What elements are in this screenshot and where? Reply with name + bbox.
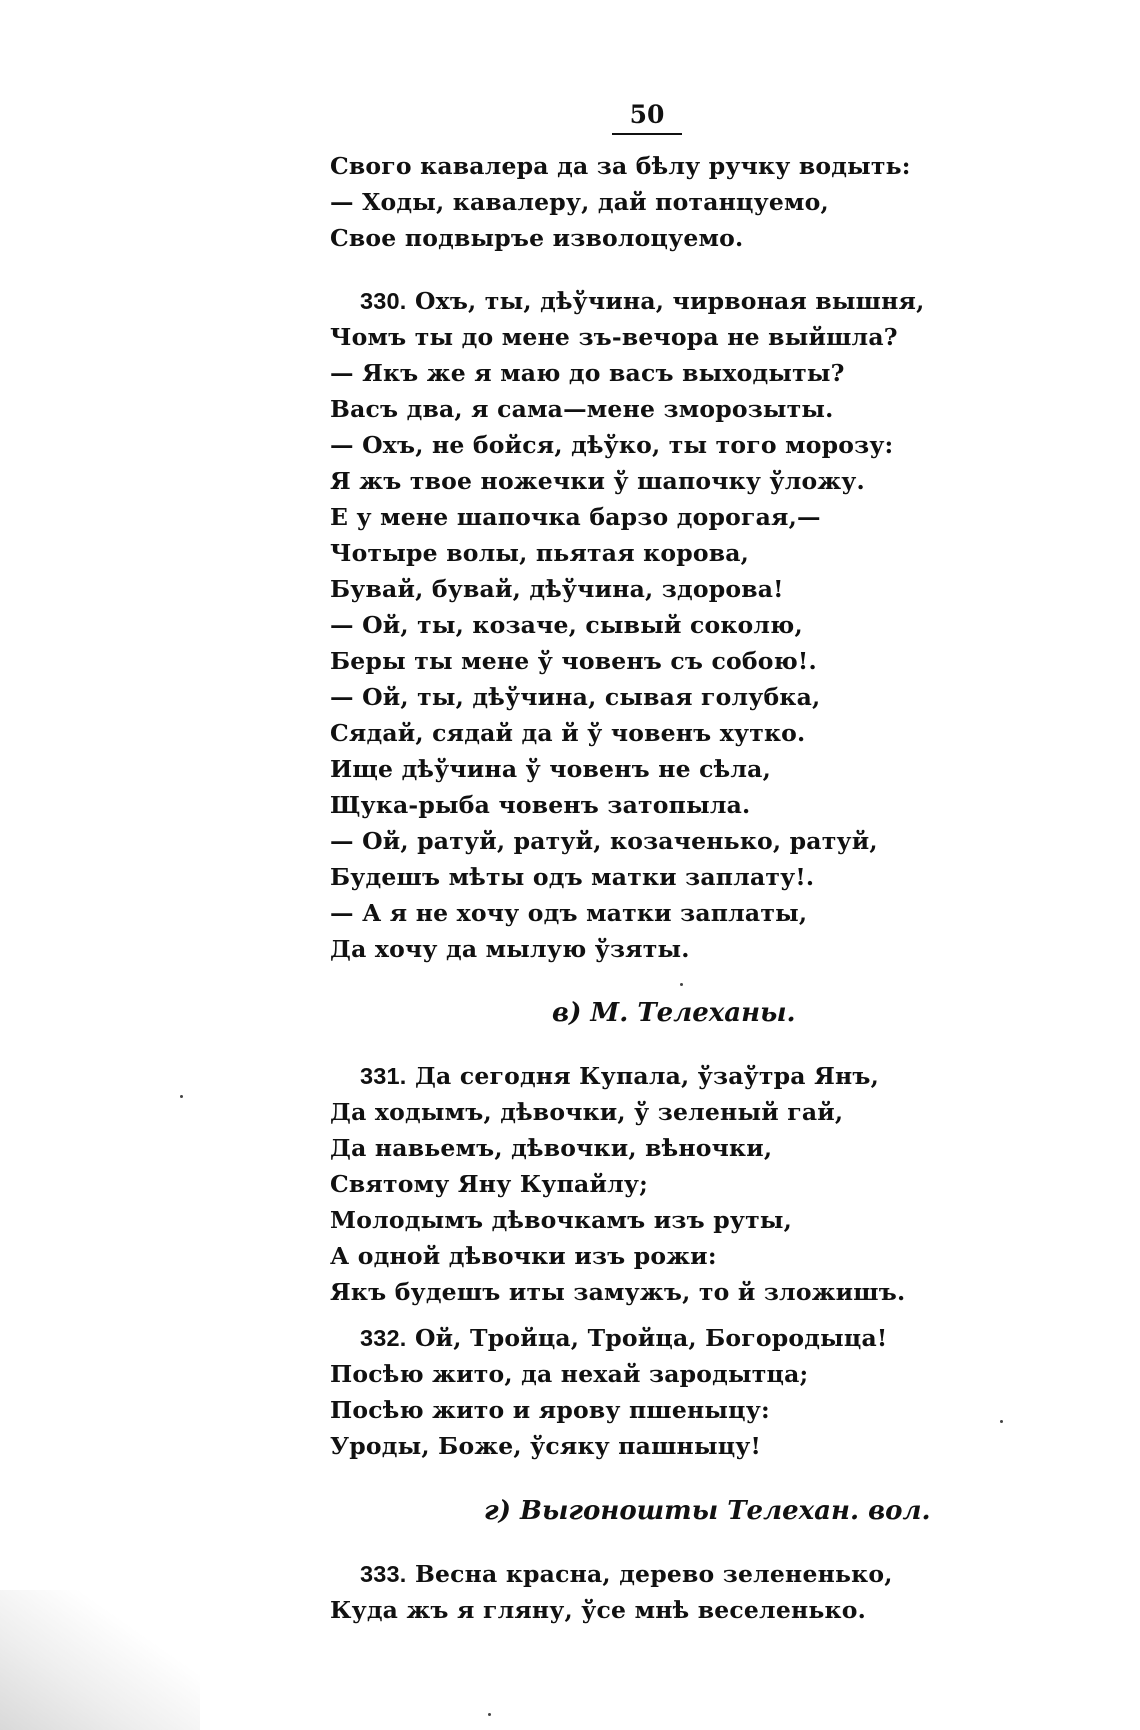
song-number: 333. xyxy=(360,1561,407,1587)
verse-line: Да хочу да мылую ўзяты. xyxy=(330,935,690,963)
verse-line: Посѣю жито, да нехай зародытца; xyxy=(330,1360,809,1388)
verse-line: Свое подвыръе изволоцуемо. xyxy=(330,224,744,252)
song-first-line xyxy=(360,1556,893,1592)
verse-line: — Ходы, кавалеру, дай потанцуемо, xyxy=(330,188,829,216)
verse-line: Бувай, бувай, дѣўчина, здорова! xyxy=(330,575,784,603)
verse-line: Да навьемъ, дѣвочки, вѣночки, xyxy=(330,1134,773,1162)
scan-smudge xyxy=(0,1590,200,1730)
song-first-line xyxy=(360,1058,879,1094)
verse-line: А одной дѣвочки изъ рожи: xyxy=(330,1242,717,1270)
verse-line: Ище дѣўчина ў човенъ не сѣла, xyxy=(330,755,771,783)
verse-line: Щука-рыба човенъ затопыла. xyxy=(330,791,751,819)
song-first-line xyxy=(360,283,924,319)
scan-speck xyxy=(180,1095,183,1098)
verse-line: Е у мене шапочка барзо дорогая,— xyxy=(330,503,821,531)
verse-line: Якъ будешъ иты замужъ, то й зложишъ. xyxy=(330,1278,906,1306)
verse-line: — Ой, ты, дѣўчина, сывая голубка, xyxy=(330,683,821,711)
song-first-line xyxy=(360,1320,887,1356)
verse-line: Васъ два, я сама—мене зморозыты. xyxy=(330,395,834,423)
verse-line: — Якъ же я маю до васъ выходыты? xyxy=(330,359,845,387)
scan-speck xyxy=(680,983,683,986)
verse-line: Да сегодня Купала, ўзаўтра Янъ, xyxy=(414,1062,880,1090)
verse-line: Будешъ мѣты одъ матки заплату!. xyxy=(330,863,815,891)
verse-line: Свого кавалера да за бѣлу ручку водыть: xyxy=(330,152,911,180)
verse-line: Куда жъ я гляну, ўсе мнѣ веселенько. xyxy=(330,1596,866,1624)
verse-line: Да ходымъ, дѣвочки, ў зеленый гай, xyxy=(330,1098,844,1126)
verse-line: Весна красна, дерево зелененько, xyxy=(414,1560,893,1588)
verse-line: Беры ты мене ў човенъ съ собою!. xyxy=(330,647,817,675)
verse-line: — Ой, ратуй, ратуй, козаченько, ратуй, xyxy=(330,827,878,855)
verse-line: Я жъ твое ножечки ў шапочку ўложу. xyxy=(330,467,865,495)
scan-speck xyxy=(1000,1420,1003,1423)
verse-line: Святому Яну Купайлу; xyxy=(330,1170,648,1198)
verse-line: Посѣю жито и ярову пшеныцу: xyxy=(330,1396,770,1424)
verse-line: — Охъ, не бойся, дѣўко, ты того морозу: xyxy=(330,431,894,459)
song-number: 330. xyxy=(360,288,407,314)
verse-line: Молодымъ дѣвочкамъ изъ руты, xyxy=(330,1206,792,1234)
scan-speck xyxy=(488,1713,491,1716)
verse-line: Чомъ ты до мене зъ-вечора не выйшла? xyxy=(330,323,898,351)
verse-line: Сядай, сядай да й ў човенъ хутко. xyxy=(330,719,806,747)
section-heading: в) М. Телеханы. xyxy=(552,998,796,1028)
section-heading: г) Выгоношты Телехан. вол. xyxy=(484,1496,931,1526)
verse-line: Охъ, ты, дѣўчина, чирвоная вышня, xyxy=(414,287,925,315)
page-number: 50 xyxy=(612,100,682,135)
song-number: 331. xyxy=(360,1063,407,1089)
verse-line: Чотыре волы, пьятая корова, xyxy=(330,539,750,567)
verse-line: — Ой, ты, козаче, сывый соколю, xyxy=(330,611,803,639)
verse-line: Уроды, Боже, ўсяку пашныцу! xyxy=(330,1432,762,1460)
song-number: 332. xyxy=(360,1325,407,1351)
verse-line: Ой, Тройца, Тройца, Богородыца! xyxy=(414,1324,888,1352)
verse-line: — А я не хочу одъ матки заплаты, xyxy=(330,899,808,927)
